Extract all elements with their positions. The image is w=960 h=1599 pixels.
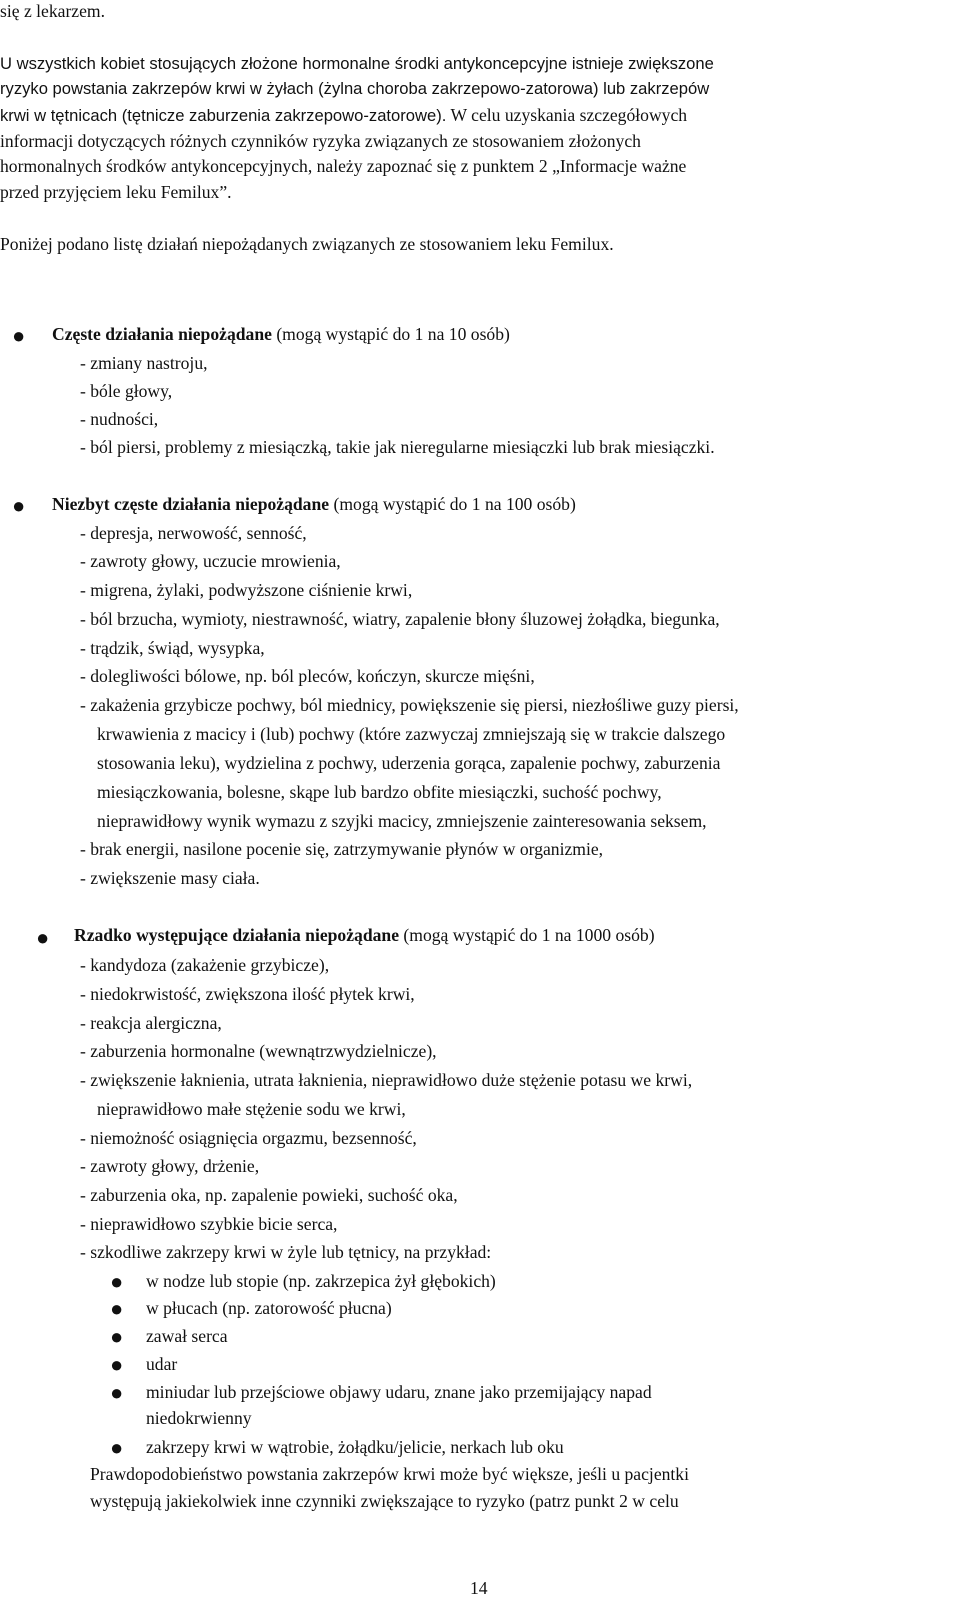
rare-heading-label: Rzadko występujące działania niepożądane [74,925,400,945]
uncommon-heading [52,493,576,515]
bullet-common: ● [12,323,26,348]
top-line: się z lekarzem. [0,1,106,21]
list-item-continuation: miesiączkowania, bolesne, skąpe lub bardzo obfite miesiączki, suchość pochwy, [97,782,662,802]
list-item: - nieprawidłowo szybkie bicie serca, [80,1214,338,1234]
list-item: - brak energii, nasilone pocenie się, zatrzymywanie płynów w organizmie, [80,839,604,859]
list-item: - zakażenia grzybicze pochwy, ból miednicy, powiększenie się piersi, niezłośliwe guzy piersi, [80,695,739,715]
list-item-continuation: krwawienia z macicy i (lub) pochwy (które zazwyczaj zmniejszają się w trakcie dalszego [97,724,726,744]
sub-bullet: ● [110,1324,124,1349]
list-item: - zwiększenie masy ciała. [80,868,260,888]
common-heading-label: Częste działania niepożądane [52,324,272,344]
sub-bullet: ● [110,1296,124,1321]
list-item: - niemożność osiągnięcia orgazmu, bezsenność, [80,1128,417,1148]
sub-bullet: ● [110,1269,124,1294]
sub-list-item-continuation: niedokrwienny [146,1408,252,1428]
intro-line-5: hormonalnych środków antykoncepcyjnych, należy zapoznać się z punktem 2 „Informacje ważne [0,156,687,176]
closing-line-2: występują jakiekolwiek inne czynniki zwiększające to ryzyko (patrz punkt 2 w celu [90,1491,679,1511]
list-item: - zmiany nastroju, [80,353,208,373]
rare-frequency: (mogą wystąpić do 1 na 1000 osób) [399,925,655,945]
list-item: - ból piersi, problemy z miesiączką, takie jak nieregularne miesiączki lub brak miesiączki. [80,437,715,457]
intro-line-1: U wszystkich kobiet stosujących złożone hormonalne środki antykoncepcyjne istnieje zwiększone [0,54,714,73]
list-intro: Poniżej podano listę działań niepożądanych związanych ze stosowaniem leku Femilux. [0,234,614,254]
sub-list-item: udar [146,1354,178,1374]
intro-line-3-serif: W celu uzyskania szczegółowych [450,105,688,125]
list-item: - zaburzenia hormonalne (wewnątrzwydzielnicze), [80,1041,437,1061]
list-item-continuation: nieprawidłowo małe stężenie sodu we krwi, [97,1099,406,1119]
list-item: - reakcja alergiczna, [80,1013,222,1033]
intro-line-6: przed przyjęciem leku Femilux”. [0,182,232,202]
list-item: - migrena, żylaki, podwyższone ciśnienie krwi, [80,580,413,600]
list-item: - trądzik, świąd, wysypka, [80,638,265,658]
list-item: - zaburzenia oka, np. zapalenie powieki, suchość oka, [80,1185,458,1205]
list-item: - szkodliwe zakrzepy krwi w żyle lub tętnicy, na przykład: [80,1242,492,1262]
intro-line-2: ryzyko powstania zakrzepów krwi w żyłach (żylna choroba zakrzepowo-zatorowa) lub zakrzepów [0,79,710,98]
common-frequency: (mogą wystąpić do 1 na 10 osób) [271,324,510,344]
list-item-continuation: nieprawidłowy wynik wymazu z szyjki macicy, zmniejszenie zainteresowania seksem, [97,811,707,831]
uncommon-heading-label: Niezbyt częste działania niepożądane [52,494,330,514]
list-item: - depresja, nerwowość, senność, [80,523,307,543]
page-number: 14 [470,1578,488,1598]
bullet-rare: ● [36,925,50,950]
intro-line-4: informacji dotyczących różnych czynników ryzyka związanych ze stosowaniem złożonych [0,131,641,151]
sub-list-item: zawał serca [146,1326,228,1346]
list-item: - zawroty głowy, uczucie mrowienia, [80,551,341,571]
sub-bullet: ● [110,1435,124,1460]
rare-heading [74,924,655,946]
sub-list-item: zakrzepy krwi w wątrobie, żołądku/jelicie, nerkach lub oku [146,1437,564,1457]
intro-line-3 [0,104,687,127]
sub-bullet: ● [110,1380,124,1405]
list-item: - zwiększenie łaknienia, utrata łaknienia, nieprawidłowo duże stężenie potasu we krwi, [80,1070,693,1090]
list-item: - niedokrwistość, zwiększona ilość płytek krwi, [80,984,415,1004]
common-heading [52,323,510,345]
sub-bullet: ● [110,1352,124,1377]
list-item: - kandydoza (zakażenie grzybicze), [80,955,330,975]
closing-line-1: Prawdopodobieństwo powstania zakrzepów krwi może być większe, jeśli u pacjentki [90,1464,689,1484]
intro-line-3-sans: krwi w tętnicach (tętnicze zaburzenia zakrzepowo-zatorowe). [0,106,447,125]
list-item: - zawroty głowy, drżenie, [80,1156,260,1176]
list-item-continuation: stosowania leku), wydzielina z pochwy, uderzenia gorąca, zapalenie pochwy, zaburzenia [97,753,721,773]
sub-list-item: miniudar lub przejściowe objawy udaru, znane jako przemijający napad [146,1382,652,1402]
list-item: - nudności, [80,409,159,429]
sub-list-item: w nodze lub stopie (np. zakrzepica żył głębokich) [146,1271,496,1291]
uncommon-frequency: (mogą wystąpić do 1 na 100 osób) [329,494,576,514]
bullet-uncommon: ● [12,493,26,518]
sub-list-item: w płucach (np. zatorowość płucna) [146,1298,392,1318]
list-item: - dolegliwości bólowe, np. ból pleców, kończyn, skurcze mięśni, [80,666,535,686]
list-item: - bóle głowy, [80,381,173,401]
list-item: - ból brzucha, wymioty, niestrawność, wiatry, zapalenie błony śluzowej żołądka, biegunka, [80,609,720,629]
